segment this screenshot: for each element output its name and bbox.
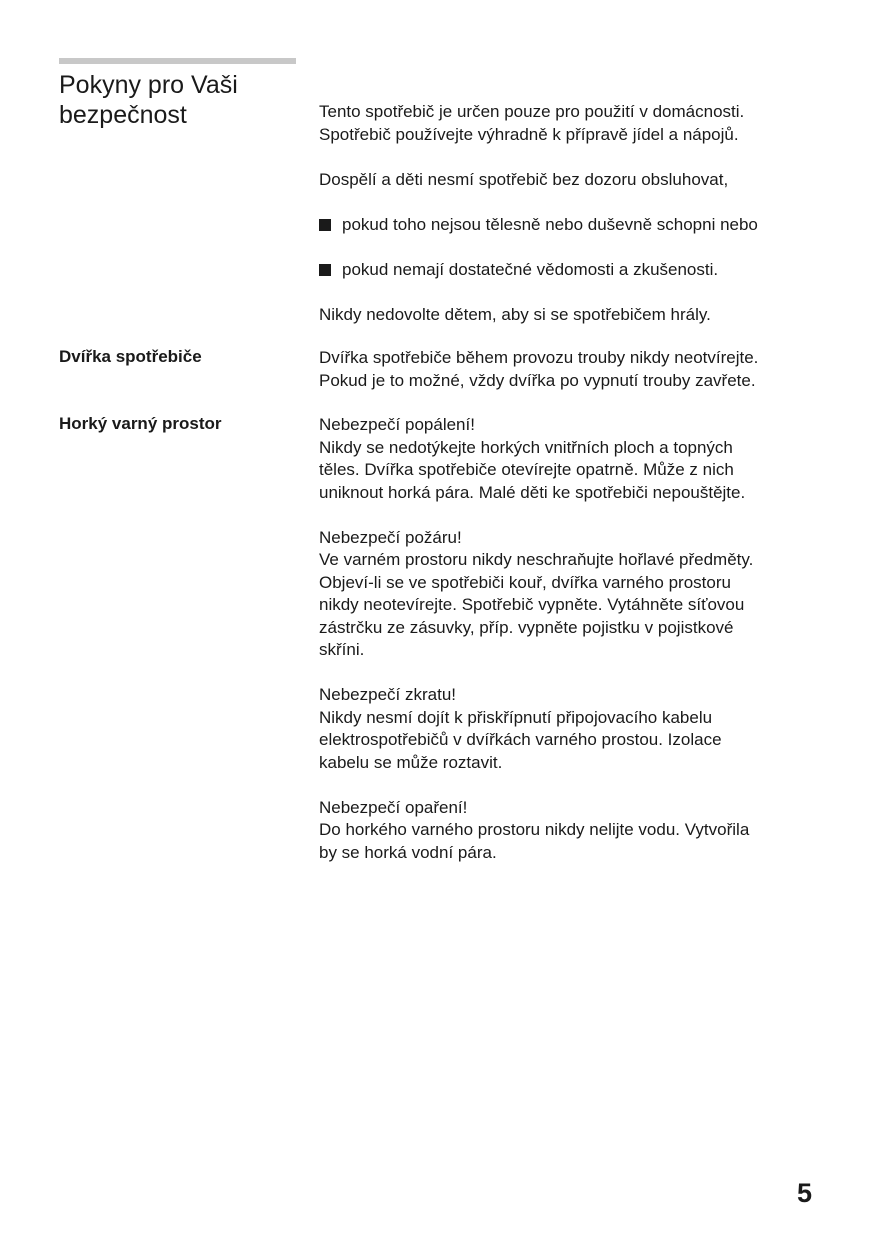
page-number: 5 — [797, 1178, 813, 1208]
short-circuit-warning-paragraph: Nebezpečí zkratu! Nikdy nesmí dojít k přiskřípnutí připojovacího kabelu elektrospotřebičů v dvířkách varného prostou. Izolace kabelu se může roztavit. — [319, 685, 722, 772]
intro-paragraph-usage: Tento spotřebič je určen pouze pro použití v domácnosti. Spotřebič používejte výhradně k přípravě jídel a nápojů. — [319, 102, 745, 144]
door-paragraph: Dvířka spotřebiče během provozu trouby nikdy neotvírejte. Pokud je to možné, vždy dvířka po vypnutí trouby zavřete. — [319, 348, 759, 390]
hot-chamber-section — [319, 414, 819, 864]
scald-warning-paragraph: Nebezpečí opaření! Do horkého varného prostoru nikdy nelijte vodu. Vytvořila by se horká vodní pára. — [319, 797, 750, 862]
title-rule — [59, 58, 296, 64]
bullet-item — [319, 214, 819, 237]
bullet-square-icon — [319, 264, 331, 276]
intro-paragraph-supervision: Dospělí a děti nesmí spotřebič bez dozoru obsluhovat, — [319, 170, 729, 189]
fire-warning-paragraph: Nebezpečí požáru! Ve varném prostoru nikdy neschraňujte hořlavé předměty. Objeví-li se ve spotřebiči kouř, dvířka varného prostoru nikdy neotevírejte. Spotřebič vypněte. Vytáhněte síťovou zástrčku ze zásuvky, příp. vypněte pojistku v pojistkové skříni. — [319, 527, 754, 659]
bullet-square-icon — [319, 219, 331, 231]
intro-section — [319, 101, 819, 327]
door-heading: Dvířka spotřebiče — [59, 347, 202, 366]
door-section — [319, 347, 819, 392]
bullet-text: pokud toho nejsou tělesně nebo duševně schopni nebo — [342, 215, 758, 234]
intro-paragraph-children: Nikdy nedovolte dětem, aby si se spotřebičem hrály. — [319, 305, 711, 324]
bullet-text: pokud nemají dostatečné vědomosti a zkušenosti. — [342, 260, 719, 279]
bullet-item — [319, 259, 819, 282]
hot-chamber-heading: Horký varný prostor — [59, 414, 222, 433]
page-title: Pokyny pro Vaši bezpečnost — [59, 71, 238, 129]
burn-warning-paragraph: Nebezpečí popálení! Nikdy se nedotýkejte horkých vnitřních ploch a topných těles. Dvířka spotřebiče otevírejte opatrně. Může z nich uniknout horká pára. Malé děti ke spotřebiči nepouštějte. — [319, 415, 746, 502]
